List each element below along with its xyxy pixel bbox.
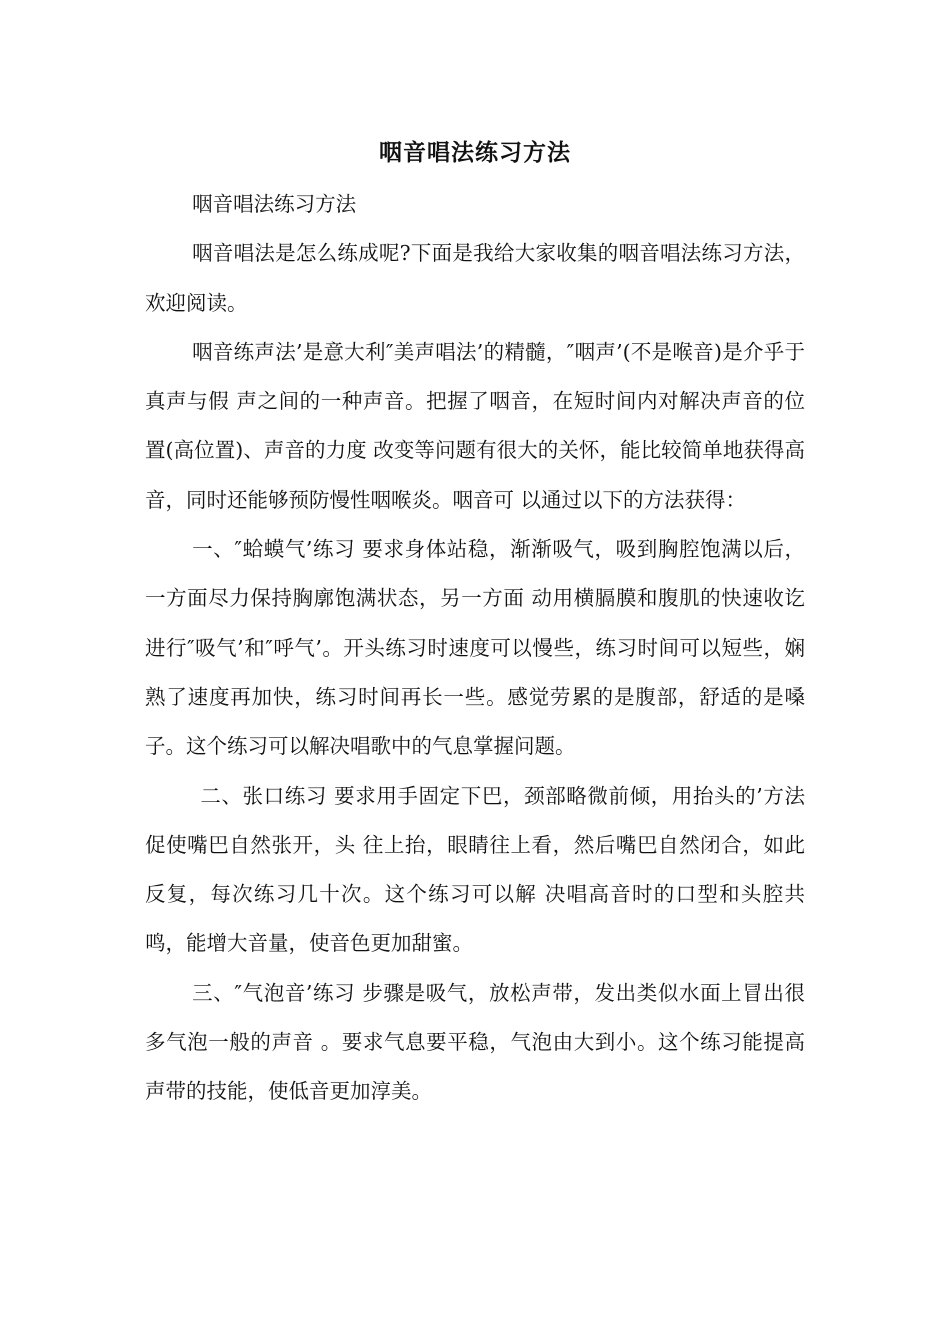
paragraph-exercise-2: 二、张口练习 要求用手固定下巴，颈部略微前倾，用抬头的’方法促使嘴巴自然张开，头 往上抬，眼睛往上看，然后嘴巴自然闭合，如此反复，每次练习几十次。这个练习可以解 决唱高音时的口型和头腔共鸣，能增大音量，使音色更加甜蜜。 (145, 783, 805, 956)
paragraph-exercise-3: 三、″气泡音’练习 步骤是吸气，放松声带，发出类似水面上冒出很多气泡一般的声音 。要求气息要平稳，气泡由大到小。这个练习能提高声带的技能，使低音更加淳美。 (145, 980, 805, 1104)
document-title: 咽音唱法练习方法 (379, 139, 571, 166)
paragraph-exercise-1: 一、″蛤蟆气’练习 要求身体站稳，渐渐吸气，吸到胸腔饱满以后，一方面尽力保持胸廓饱满状态，另一方面 动用横膈膜和腹肌的快速收讫进行″吸气’和″呼气’。开头练习时速度可以慢些，练习时间可以短些，娴熟了速度再加快，练习时间再长一些。感觉劳累的是腹部，舒适的是嗓 子。这个练习可以解决唱歌中的气息掌握问题。 (145, 537, 805, 759)
paragraph-subtitle: 咽音唱法练习方法 (192, 192, 357, 216)
paragraph-intro: 咽音唱法是怎么练成呢?下面是我给大家收集的咽音唱法练习方法，欢迎阅读。 (145, 241, 805, 315)
document-body (145, 180, 805, 1117)
paragraph-overview: 咽音练声法’是意大利″美声唱法’的精髓，″咽声’(不是喉音)是介乎于真声与假 声之间的一种声音。把握了咽音，在短时间内对解决声音的位置(高位置)、声音的力度 改变等问题有很大的关怀，能比较简单地获得高音，同时还能够预防慢性咽喉炎。咽音可 以通过以下的方法获得： (145, 339, 805, 512)
